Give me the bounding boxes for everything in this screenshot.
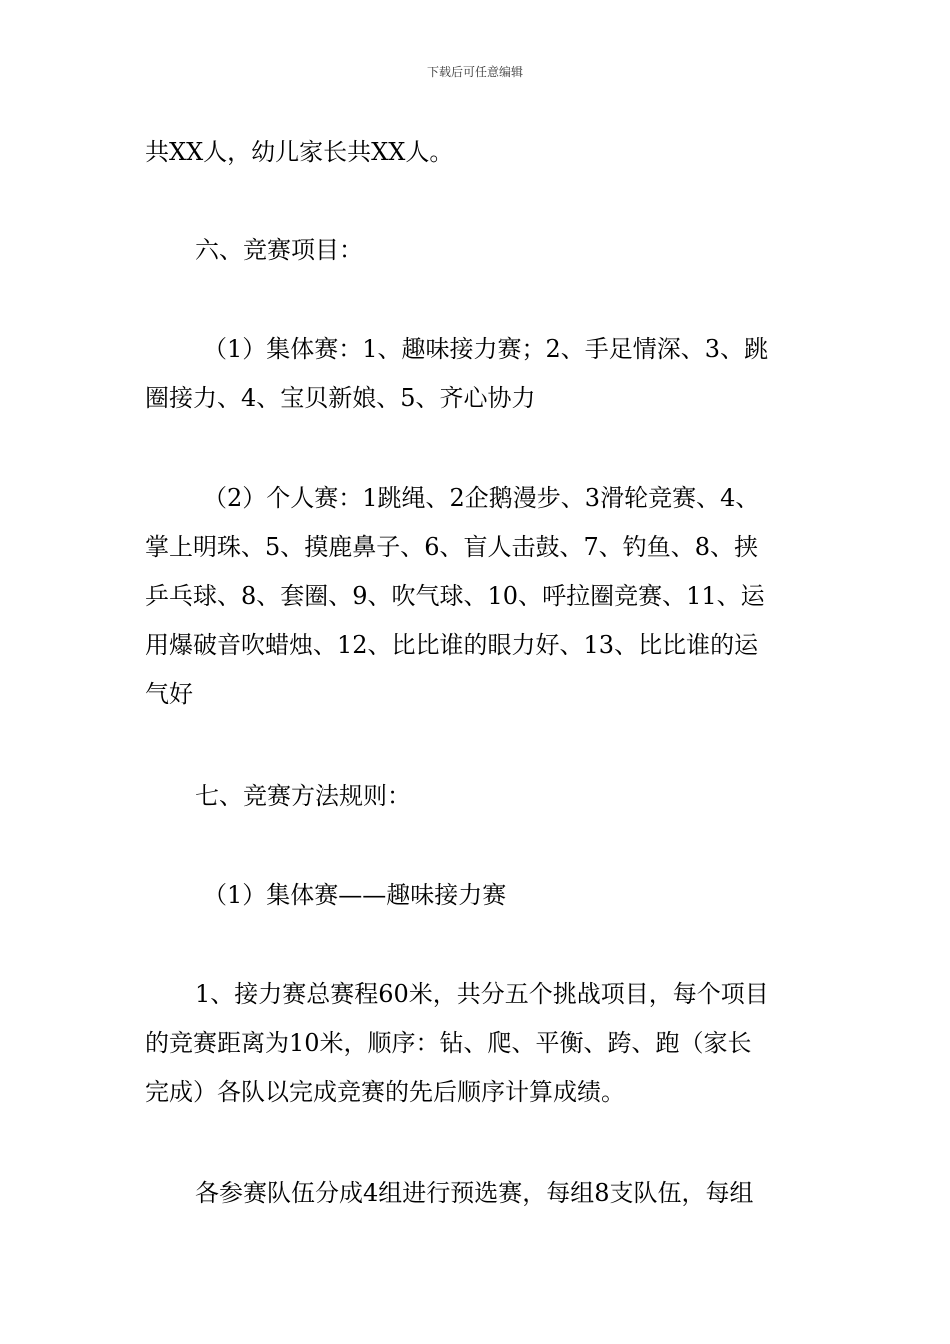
text-line: （1）集体赛：1、趣味接力赛；2、手足情深、3、跳	[203, 335, 769, 363]
paragraph-relay-rules	[145, 970, 810, 1117]
text-line: （1）集体赛——趣味接力赛	[203, 881, 507, 909]
text-line: 乒乓球、8、套圈、9、吹气球、10、呼拉圈竞赛、11、运	[145, 582, 765, 610]
text-line: 气好	[145, 680, 193, 708]
text-line: 1、接力赛总赛程60米，共分五个挑战项目，每个项目	[195, 980, 769, 1008]
text-line: 六、竞赛项目：	[195, 236, 363, 264]
text-line: 圈接力、4、宝贝新娘、5、齐心协力	[145, 384, 536, 412]
section-heading-events	[145, 226, 810, 275]
text-line: （2）个人赛：1跳绳、2企鹅漫步、3滑轮竞赛、4、	[203, 484, 760, 512]
text-line: 完成）各队以完成竞赛的先后顺序计算成绩。	[145, 1078, 625, 1106]
section-heading-rules	[145, 772, 810, 821]
text-line: 共XX人，幼儿家长共XX人。	[145, 138, 454, 166]
text-line: 七、竞赛方法规则：	[195, 782, 411, 810]
paragraph-preliminary	[145, 1169, 810, 1218]
text-line: 各参赛队伍分成4组进行预选赛，每组8支队伍，每组	[195, 1179, 754, 1207]
paragraph-group-events	[145, 325, 810, 423]
paragraph-participants	[145, 128, 810, 177]
text-line: 掌上明珠、5、摸鹿鼻子、6、盲人击鼓、7、钓鱼、8、挟	[145, 533, 759, 561]
text-line: 用爆破音吹蜡烛、12、比比谁的眼力好、13、比比谁的运	[145, 631, 759, 659]
text-line: 的竞赛距离为10米，顺序：钻、爬、平衡、跨、跑（家长	[145, 1029, 752, 1057]
page-header: 下载后可任意编辑	[426, 65, 523, 79]
subsection-heading-relay	[145, 871, 810, 920]
paragraph-individual-events	[145, 474, 810, 719]
